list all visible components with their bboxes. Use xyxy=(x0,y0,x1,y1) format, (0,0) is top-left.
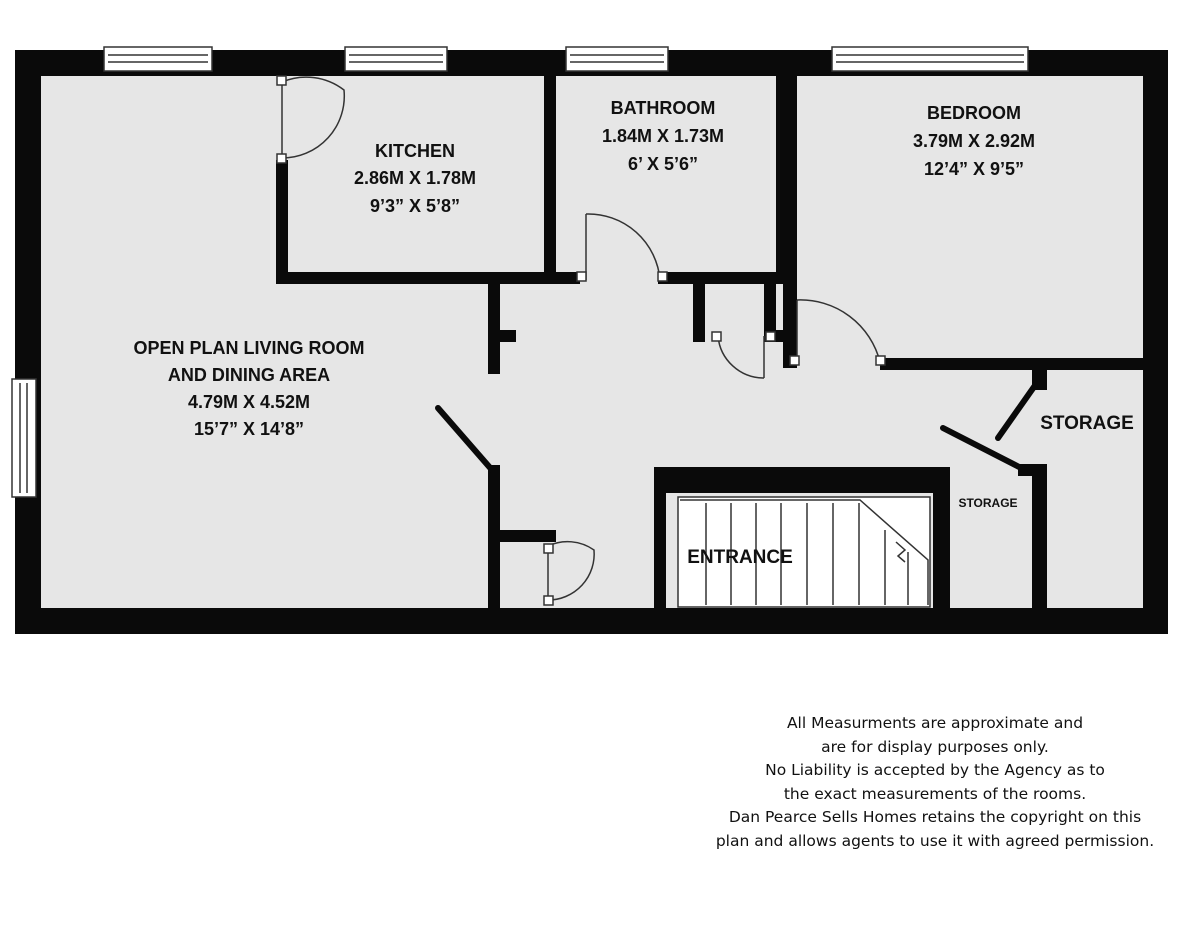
living-name-line2: AND DINING AREA xyxy=(167,365,331,385)
bedroom-imperial: 12’4” X 9’5” xyxy=(923,159,1025,179)
bathroom-imperial: 6’ X 5’6” xyxy=(627,154,699,174)
disclaimer xyxy=(700,712,1170,853)
window-living xyxy=(104,47,212,71)
entrance-name: ENTRANCE xyxy=(687,547,793,568)
bathroom-metric: 1.84M X 1.73M xyxy=(601,126,725,146)
living-imperial: 15’7” X 14’8” xyxy=(193,419,305,439)
kitchen-metric: 2.86M X 1.78M xyxy=(353,168,477,188)
window-kitchen xyxy=(345,47,447,71)
living-name-line1: OPEN PLAN LIVING ROOM xyxy=(133,338,365,358)
window-bathroom xyxy=(566,47,668,71)
bathroom-name: BATHROOM xyxy=(610,98,716,118)
disclaimer-line: Dan Pearce Sells Homes retains the copyright on this xyxy=(728,808,1142,826)
storage-large-name: STORAGE xyxy=(1040,413,1134,434)
kitchen-imperial: 9’3” X 5’8” xyxy=(369,196,461,216)
window-side xyxy=(12,379,36,497)
bedroom-metric: 3.79M X 2.92M xyxy=(912,131,1036,151)
disclaimer-line: All Measurments are approximate and xyxy=(786,714,1084,732)
disclaimer-line: No Liability is accepted by the Agency as to xyxy=(765,761,1105,779)
bedroom-name: BEDROOM xyxy=(927,103,1021,123)
kitchen-name: KITCHEN xyxy=(375,141,455,161)
storage-small-name: STORAGE xyxy=(958,496,1018,510)
disclaimer-line: plan and allows agents to use it with agreed permission. xyxy=(715,831,1155,850)
living-metric: 4.79M X 4.52M xyxy=(187,392,311,412)
disclaimer-line: the exact measurements of the rooms. xyxy=(783,784,1087,803)
disclaimer-line: are for display purposes only. xyxy=(821,737,1049,756)
window-bedroom xyxy=(832,47,1028,71)
